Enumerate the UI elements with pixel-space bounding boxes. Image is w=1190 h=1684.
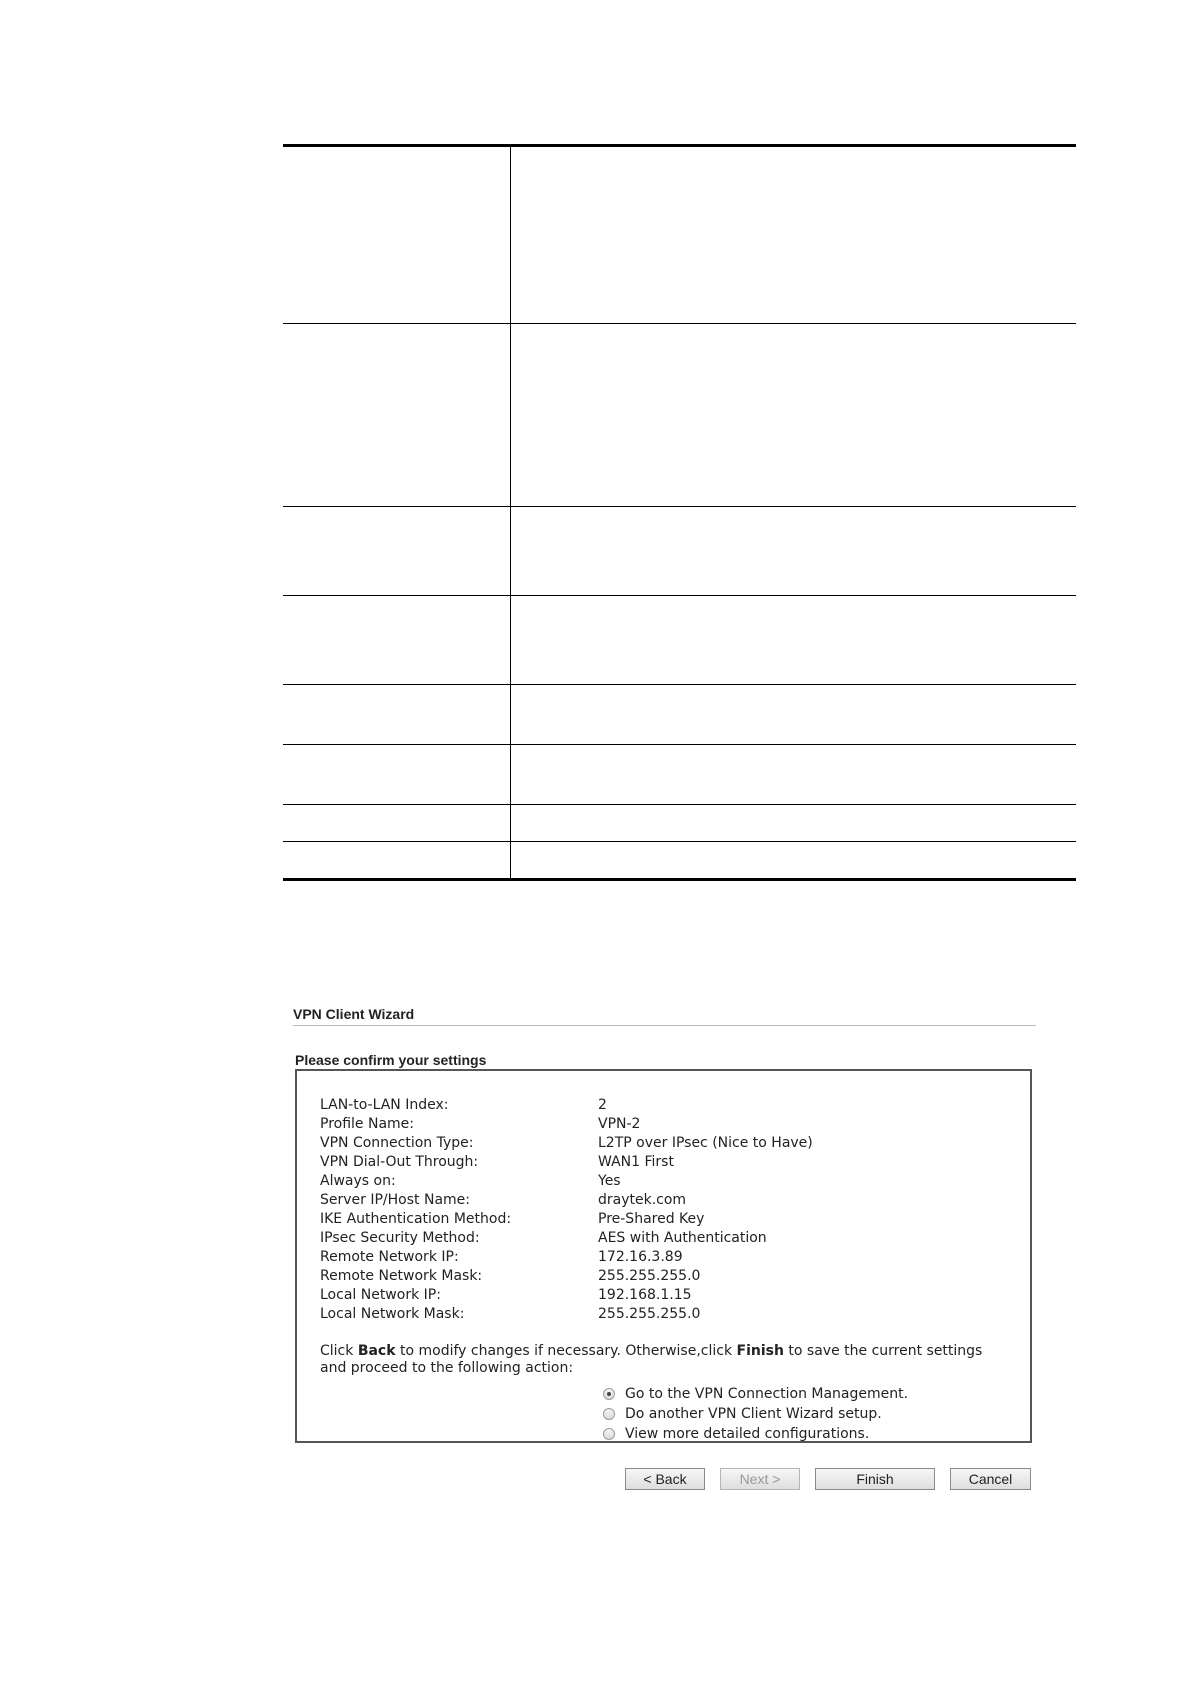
setting-value: WAN1 First <box>598 1154 674 1170</box>
action-option[interactable] <box>603 1404 908 1424</box>
setting-label: IKE Authentication Method: <box>320 1211 512 1227</box>
settings-list <box>320 1096 813 1324</box>
table-cell <box>283 685 511 744</box>
instruction-back-keyword: Back <box>357 1343 396 1359</box>
back-button[interactable]: < Back <box>625 1468 705 1490</box>
table-cell <box>511 745 1076 804</box>
radio-button[interactable] <box>603 1388 615 1400</box>
instruction-part: Click <box>320 1343 358 1359</box>
option-label: Do another VPN Client Wizard setup. <box>625 1406 882 1422</box>
setting-row <box>320 1172 813 1191</box>
radio-button[interactable] <box>603 1408 615 1420</box>
table-cell <box>511 596 1076 684</box>
setting-value: 255.255.255.0 <box>598 1306 701 1322</box>
table-cell <box>511 507 1076 595</box>
instruction-part: to save the current settings and proceed to the following action: <box>320 1343 983 1376</box>
setting-label: Profile Name: <box>320 1116 415 1132</box>
option-label: View more detailed configurations. <box>625 1426 870 1442</box>
setting-label: Remote Network Mask: <box>320 1268 483 1284</box>
setting-value: AES with Authentication <box>598 1230 767 1246</box>
table-row <box>283 147 1076 324</box>
wizard-buttons <box>625 1468 1031 1490</box>
table-row <box>283 805 1076 842</box>
setting-row <box>320 1305 813 1324</box>
manual-table <box>283 144 1076 881</box>
table-cell <box>283 324 511 506</box>
table-cell <box>511 324 1076 506</box>
cancel-button[interactable]: Cancel <box>950 1468 1031 1490</box>
setting-value: draytek.com <box>598 1192 687 1208</box>
table-cell <box>283 507 511 595</box>
table-cell <box>511 805 1076 841</box>
vpn-client-wizard <box>293 1003 1036 1443</box>
setting-row <box>320 1134 813 1153</box>
setting-row <box>320 1191 813 1210</box>
table-row <box>283 507 1076 596</box>
setting-row <box>320 1153 813 1172</box>
setting-label: VPN Connection Type: <box>320 1135 474 1151</box>
table-row <box>283 745 1076 805</box>
radio-button[interactable] <box>603 1428 615 1440</box>
table-row <box>283 685 1076 745</box>
setting-value: L2TP over IPsec (Nice to Have) <box>598 1135 813 1151</box>
instruction-text <box>320 1343 1010 1377</box>
table-cell <box>511 147 1076 323</box>
setting-label: Local Network IP: <box>320 1287 441 1303</box>
setting-label: Always on: <box>320 1173 396 1189</box>
action-option[interactable] <box>603 1384 908 1404</box>
setting-row <box>320 1229 813 1248</box>
setting-row <box>320 1248 813 1267</box>
setting-row <box>320 1267 813 1286</box>
setting-value: 255.255.255.0 <box>598 1268 701 1284</box>
action-options <box>603 1384 908 1444</box>
setting-label: Server IP/Host Name: <box>320 1192 470 1208</box>
table-row <box>283 324 1076 507</box>
setting-value: VPN-2 <box>598 1116 641 1132</box>
confirm-title: Please confirm your settings <box>295 1052 487 1068</box>
setting-value: 2 <box>598 1097 607 1113</box>
next-button[interactable]: Next > <box>720 1468 800 1490</box>
setting-row <box>320 1096 813 1115</box>
table-row <box>283 842 1076 878</box>
setting-value: 172.16.3.89 <box>598 1249 683 1265</box>
table-row <box>283 596 1076 685</box>
wizard-title: VPN Client Wizard <box>293 1003 1036 1026</box>
setting-value: 192.168.1.15 <box>598 1287 692 1303</box>
finish-button[interactable]: Finish <box>815 1468 935 1490</box>
table-cell <box>511 685 1076 744</box>
table-cell <box>283 596 511 684</box>
table-cell <box>283 805 511 841</box>
table-cell <box>283 842 511 878</box>
table-cell <box>511 842 1076 878</box>
setting-label: Local Network Mask: <box>320 1306 465 1322</box>
table-cell <box>283 745 511 804</box>
setting-row <box>320 1286 813 1305</box>
setting-value: Yes <box>598 1173 621 1189</box>
setting-row <box>320 1115 813 1134</box>
setting-row <box>320 1210 813 1229</box>
setting-value: Pre-Shared Key <box>598 1211 705 1227</box>
setting-label: Remote Network IP: <box>320 1249 459 1265</box>
option-label: Go to the VPN Connection Management. <box>625 1386 909 1402</box>
instruction-finish-keyword: Finish <box>736 1343 784 1359</box>
setting-label: VPN Dial-Out Through: <box>320 1154 479 1170</box>
setting-label: LAN-to-LAN Index: <box>320 1097 449 1113</box>
setting-label: IPsec Security Method: <box>320 1230 480 1246</box>
table-cell <box>283 147 511 323</box>
settings-summary-box <box>295 1069 1032 1443</box>
action-option[interactable] <box>603 1424 908 1444</box>
instruction-part: to modify changes if necessary. Otherwise,click <box>395 1343 737 1359</box>
